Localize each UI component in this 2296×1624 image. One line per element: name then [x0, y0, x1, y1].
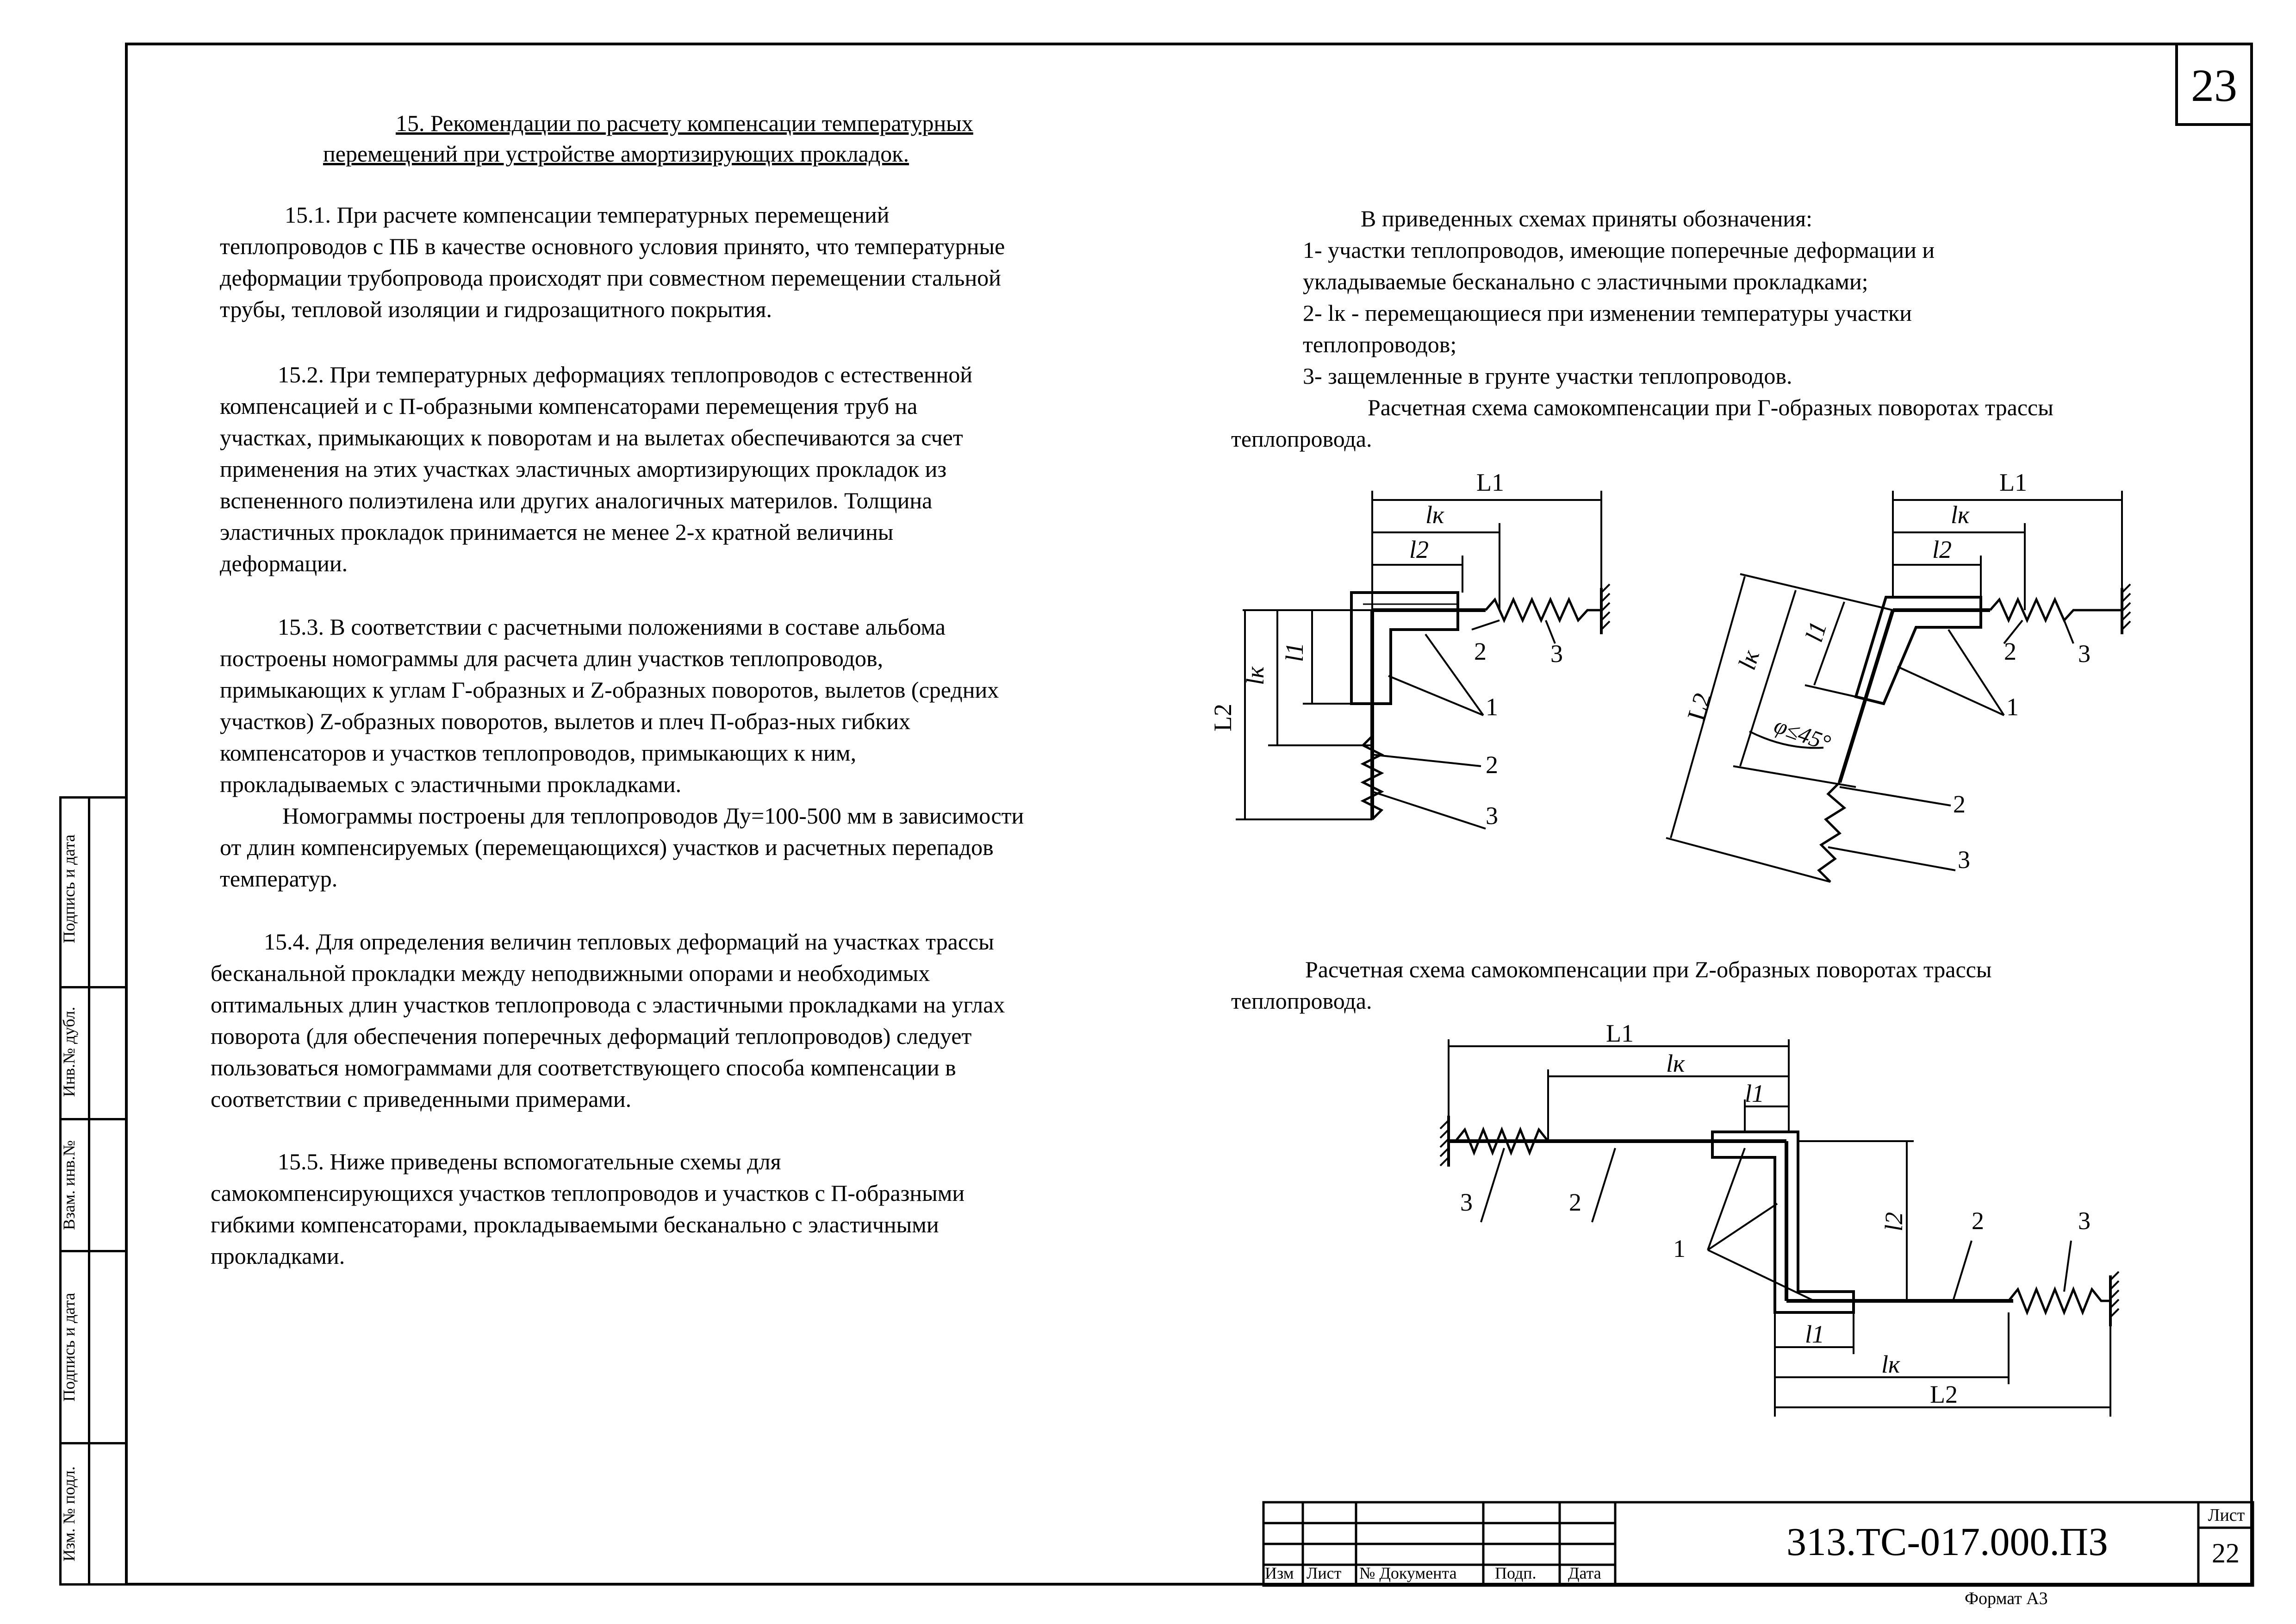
- scheme-z-caption-cont: теплопровода.: [1231, 988, 1372, 1014]
- para-15-3-line: 15.3. В соответствии с расчетными положениями в составе альбома: [278, 614, 946, 640]
- sheet-label: Лист: [2208, 1505, 2245, 1525]
- label-1: 1: [1486, 693, 1498, 721]
- label-l1: l1: [1800, 618, 1832, 645]
- page-number: 23: [2191, 60, 2237, 111]
- label-lk: lк: [1425, 501, 1444, 529]
- label-L1: L1: [1999, 468, 2027, 496]
- para-15-2-line: вспененного полиэтилена или других аналогичных материлов. Толщина: [220, 487, 933, 513]
- para-15-3-line: построены номограммы для расчета длин участков теплопроводов,: [220, 645, 884, 671]
- stamp-inv-podl: Изм. № подл.: [60, 1466, 78, 1562]
- scheme-g-caption-cont: теплопровода.: [1231, 426, 1372, 452]
- legend-item-3: 3- защемленные в грунте участки теплопроводов.: [1303, 363, 1792, 389]
- label-lk: lк: [1881, 1350, 1900, 1378]
- para-15-2-line: деформации.: [220, 550, 348, 576]
- para-15-3-line: участков) Z-образных поворотов, вылетов и плеч П-образ-ных гибких: [220, 708, 911, 734]
- label-2: 2: [1486, 751, 1498, 779]
- label-L1: L1: [1606, 1019, 1634, 1047]
- legend-item-1-cont: укладываемые бесканально с эластичными прокладками;: [1303, 269, 1868, 294]
- label-lk: lк: [1666, 1049, 1685, 1077]
- stamp-signature-date-1: Подпись и дата: [60, 834, 78, 943]
- para-15-2-line: участках, примыкающих к поворотам и на вылетах обеспечиваются за счет: [220, 425, 963, 450]
- para-15-1-line: теплопроводов с ПБ в качестве основного условия принято, что температурные: [220, 233, 1005, 259]
- label-L1: L1: [1476, 468, 1504, 496]
- label-l1: l1: [1281, 642, 1308, 662]
- para-15-1-line: деформации трубопровода происходят при совместном перемещении стальной: [220, 265, 1001, 291]
- label-2: 2: [2004, 637, 2016, 665]
- tb-col-date: Дата: [1568, 1564, 1601, 1582]
- stamp-vzam-inv: Взам. инв.№: [60, 1140, 78, 1230]
- stamp-signature-date-2: Подпись и дата: [60, 1293, 78, 1402]
- para-15-2-line: эластичных прокладок принимается не менее 2-х кратной величины: [220, 519, 894, 545]
- para-15-2-line: компенсацией и с П-образными компенсаторами перемещения труб на: [220, 393, 918, 419]
- label-lk: lк: [1951, 501, 1970, 529]
- para-15-5-line: 15.5. Ниже приведены вспомогательные схемы для: [278, 1149, 781, 1174]
- tb-col-list: Лист: [1307, 1564, 1342, 1582]
- label-1: 1: [1673, 1235, 1686, 1262]
- tb-col-sign: Подп.: [1495, 1564, 1537, 1582]
- legend-heading: В приведенных схемах приняты обозначения:: [1361, 206, 1813, 231]
- scheme-g-caption: Расчетная схема самокомпенсации при Г-образных поворотах трассы: [1368, 394, 2053, 420]
- para-15-3-line: от длин компенсируемых (перемещающихся) участков и расчетных перепадов: [220, 834, 994, 860]
- tb-col-document: № Документа: [1359, 1564, 1457, 1582]
- para-15-4-line: 15.4. Для определения величин тепловых деформаций на участках трассы: [264, 929, 994, 955]
- para-15-4-line: соответствии с приведенными примерами.: [211, 1086, 632, 1112]
- para-15-5-line: гибкими компенсаторами, прокладываемыми бесканально с эластичными: [211, 1212, 939, 1237]
- section-title-line1: 15. Рекомендации по расчету компенсации температурных: [396, 110, 973, 136]
- label-lk: lк: [1241, 666, 1269, 685]
- label-L2: L2: [1930, 1380, 1958, 1408]
- para-15-5-line: самокомпенсирующихся участков теплопроводов и участков с П-образными: [211, 1180, 965, 1206]
- label-l1: l1: [1745, 1080, 1765, 1107]
- label-l2: l2: [1409, 536, 1429, 563]
- label-3: 3: [1958, 846, 1970, 874]
- label-3: 3: [2078, 1207, 2091, 1235]
- scheme-g-angled: [1666, 491, 2130, 882]
- para-15-3-line: Номограммы построены для теплопроводов Ду=100-500 мм в зависимости: [282, 803, 1024, 829]
- label-3: 3: [1486, 802, 1498, 830]
- label-1: 1: [2006, 693, 2019, 721]
- legend-item-2: 2- lк - перемещающиеся при изменении температуры участки: [1303, 300, 1912, 326]
- format-label: Формат А3: [1965, 1589, 2048, 1608]
- para-15-3-line: температур.: [220, 866, 338, 892]
- label-l2: l2: [1880, 1212, 1908, 1231]
- para-15-1-line: 15.1. При расчете компенсации температурных перемещений: [285, 202, 890, 228]
- legend-item-2-cont: теплопроводов;: [1303, 331, 1457, 357]
- label-3: 3: [1460, 1188, 1473, 1216]
- label-l1: l1: [1805, 1320, 1825, 1348]
- para-15-4-line: оптимальных длин участков теплопровода с эластичными прокладками на углах: [211, 992, 1005, 1018]
- sheet-number: 22: [2212, 1538, 2240, 1568]
- stamp-inv-dubl: Инв.№ дубл.: [60, 1006, 78, 1097]
- section-title-line2: перемещений при устройстве амортизирующих прокладок.: [323, 141, 909, 167]
- para-15-2-line: 15.2. При температурных деформациях теплопроводов с естественной: [278, 362, 973, 387]
- label-2: 2: [1972, 1207, 1984, 1235]
- label-l2: l2: [1932, 536, 1952, 563]
- label-angle: φ≤45°: [1771, 712, 1834, 756]
- document-code: 313.ТС-017.000.ПЗ: [1786, 1519, 2109, 1564]
- para-15-1-line: трубы, тепловой изоляции и гидрозащитного покрытия.: [220, 296, 772, 322]
- scheme-z: [1440, 1039, 2119, 1417]
- label-2: 2: [1474, 637, 1487, 665]
- para-15-3-line: прокладываемых с эластичными прокладками.: [220, 771, 682, 797]
- legend-item-1: 1- участки теплопроводов, имеющие поперечные деформации и: [1303, 237, 1935, 263]
- label-2: 2: [1569, 1188, 1581, 1216]
- label-3: 3: [1550, 640, 1563, 668]
- scheme-z-caption: Расчетная схема самокомпенсации при Z-образных поворотах трассы: [1305, 956, 1992, 982]
- para-15-5-line: прокладками.: [211, 1243, 345, 1269]
- para-15-4-line: бесканальной прокладки между неподвижными опорами и необходимых: [211, 960, 930, 986]
- label-3: 3: [2078, 640, 2091, 668]
- para-15-4-line: поворота (для обеспечения поперечных деформаций теплопроводов) следует: [211, 1023, 972, 1049]
- label-2: 2: [1953, 790, 1966, 818]
- label-L2: L2: [1682, 689, 1717, 724]
- para-15-3-line: компенсаторов и участков теплопроводов, примыкающих к ним,: [220, 740, 857, 766]
- para-15-4-line: пользоваться номограммами для соответствующего способа компенсации в: [211, 1055, 956, 1081]
- para-15-3-line: примыкающих к углам Г-образных и Z-образных поворотов, вылетов (средних: [220, 677, 999, 703]
- para-15-2-line: применения на этих участках эластичных амортизирующих прокладок из: [220, 456, 947, 482]
- label-lk: lк: [1733, 647, 1765, 673]
- tb-col-izm: Изм: [1265, 1564, 1294, 1582]
- label-L2: L2: [1209, 704, 1237, 731]
